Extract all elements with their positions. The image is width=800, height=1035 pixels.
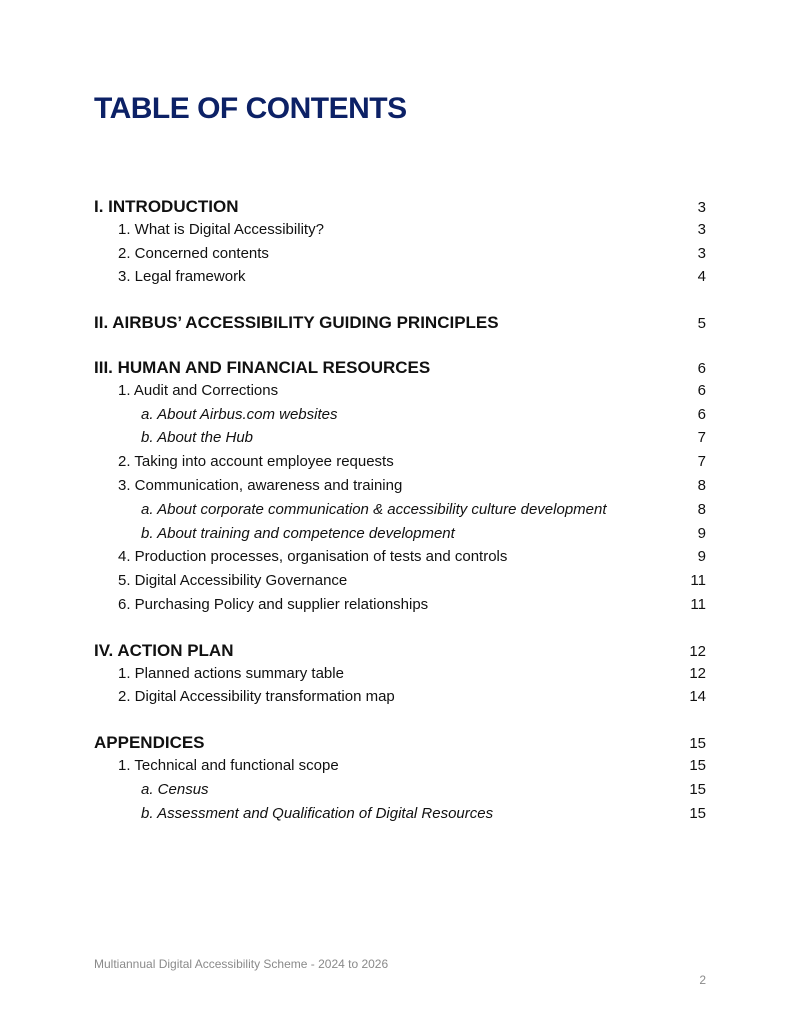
toc-entry-label: 1. Planned actions summary table (118, 664, 344, 682)
toc-entry-label: II. AIRBUS’ ACCESSIBILITY GUIDING PRINCIPLES (94, 313, 499, 333)
toc-entry-label: 6. Purchasing Policy and supplier relationships (118, 596, 429, 613)
toc-entry-level-2[interactable] (94, 665, 706, 689)
toc-entry-level-2[interactable] (94, 477, 706, 501)
toc-entry-level-1[interactable] (94, 641, 706, 665)
toc-entry-page-number: 8 (697, 477, 706, 494)
toc-entry-level-2[interactable] (94, 688, 706, 712)
toc-entry-label: 1. What is Digital Accessibility? (118, 220, 324, 238)
toc-entry-page-number: 12 (689, 664, 706, 682)
toc-entry-label: a. About Airbus.com websites (141, 405, 338, 423)
toc-entry-label: 2. Digital Accessibility transformation map (118, 688, 395, 706)
toc-entry-level-2[interactable] (94, 382, 706, 406)
toc-entry-page-number: 11 (690, 596, 706, 613)
toc-entry-level-2[interactable] (94, 548, 706, 572)
toc-entry-label: a. Census (141, 780, 209, 798)
toc-entry-level-3[interactable] (94, 805, 706, 829)
toc-entry-level-1[interactable] (94, 733, 706, 757)
toc-entry-page-number: 3 (697, 199, 706, 216)
toc-entry-label: 2. Concerned contents (118, 244, 269, 262)
toc-entry-label: IV. ACTION PLAN (94, 640, 234, 660)
toc-entry-label: a. About corporate communication & accessibility culture development (141, 500, 607, 518)
toc-entry-page-number: 6 (697, 360, 706, 377)
toc-entry-page-number: 15 (689, 780, 706, 798)
toc-entry-page-number: 9 (697, 524, 706, 542)
toc-entry-level-1[interactable] (94, 313, 706, 337)
toc-entry-label: b. About the Hub (141, 429, 254, 447)
toc-entry-page-number: 12 (689, 642, 706, 660)
toc-entry-label: 1. Technical and functional scope (118, 757, 339, 774)
toc-entry-page-number: 3 (697, 220, 706, 238)
toc-entry-page-number: 15 (689, 735, 706, 753)
toc-entry-level-3[interactable] (94, 429, 706, 453)
toc-entry-page-number: 4 (697, 268, 706, 286)
toc-entry-level-1[interactable] (94, 358, 706, 382)
page-title: TABLE OF CONTENTS (94, 92, 407, 125)
toc-entry-label: 1. Audit and Corrections (118, 381, 279, 399)
toc-entry-label: b. Assessment and Qualification of Digital Resources (141, 804, 494, 822)
toc-entry-page-number: 6 (697, 381, 706, 399)
footer-page-number: 2 (699, 973, 706, 987)
toc-entry-page-number: 3 (697, 244, 706, 262)
toc-entry-level-1[interactable] (94, 197, 706, 221)
toc-entry-page-number: 15 (689, 757, 706, 774)
toc-entry-level-2[interactable] (94, 572, 706, 596)
toc-entry-label: 3. Legal framework (118, 268, 246, 286)
toc-entry-level-2[interactable] (94, 453, 706, 477)
toc-entry-level-3[interactable] (94, 781, 706, 805)
toc-entry-label: b. About training and competence development (141, 524, 455, 542)
toc-entry-page-number: 15 (689, 804, 706, 822)
toc-entry-level-3[interactable] (94, 406, 706, 430)
toc-entry-label: I. INTRODUCTION (94, 197, 239, 216)
toc-entry-level-2[interactable] (94, 596, 706, 620)
toc-entry-page-number: 8 (697, 500, 706, 518)
toc-entry-page-number: 6 (697, 405, 706, 423)
toc-entry-level-2[interactable] (94, 757, 706, 781)
toc-entry-page-number: 9 (697, 548, 706, 566)
toc-entry-label: III. HUMAN AND FINANCIAL RESOURCES (94, 358, 431, 377)
toc-entry-label: APPENDICES (94, 733, 205, 753)
footer-text: Multiannual Digital Accessibility Scheme - 2024 to 2026 (94, 957, 389, 971)
toc-entry-page-number: 14 (689, 688, 706, 706)
toc-entry-label: 3. Communication, awareness and training (118, 477, 403, 494)
toc-entry-label: 4. Production processes, organisation of tests and controls (118, 548, 508, 566)
toc-entry-level-3[interactable] (94, 501, 706, 525)
toc-entry-label: 2. Taking into account employee requests (118, 453, 394, 471)
toc-entry-page-number: 7 (697, 453, 706, 471)
toc-entry-level-2[interactable] (94, 268, 706, 292)
toc-entry-page-number: 7 (697, 429, 706, 447)
toc-entry-level-3[interactable] (94, 525, 706, 549)
toc-entry-label: 5. Digital Accessibility Governance (118, 572, 348, 590)
toc-entry-level-2[interactable] (94, 221, 706, 245)
toc-entry-level-2[interactable] (94, 245, 706, 269)
toc-entry-page-number: 11 (690, 572, 706, 590)
toc-entry-page-number: 5 (697, 315, 706, 333)
